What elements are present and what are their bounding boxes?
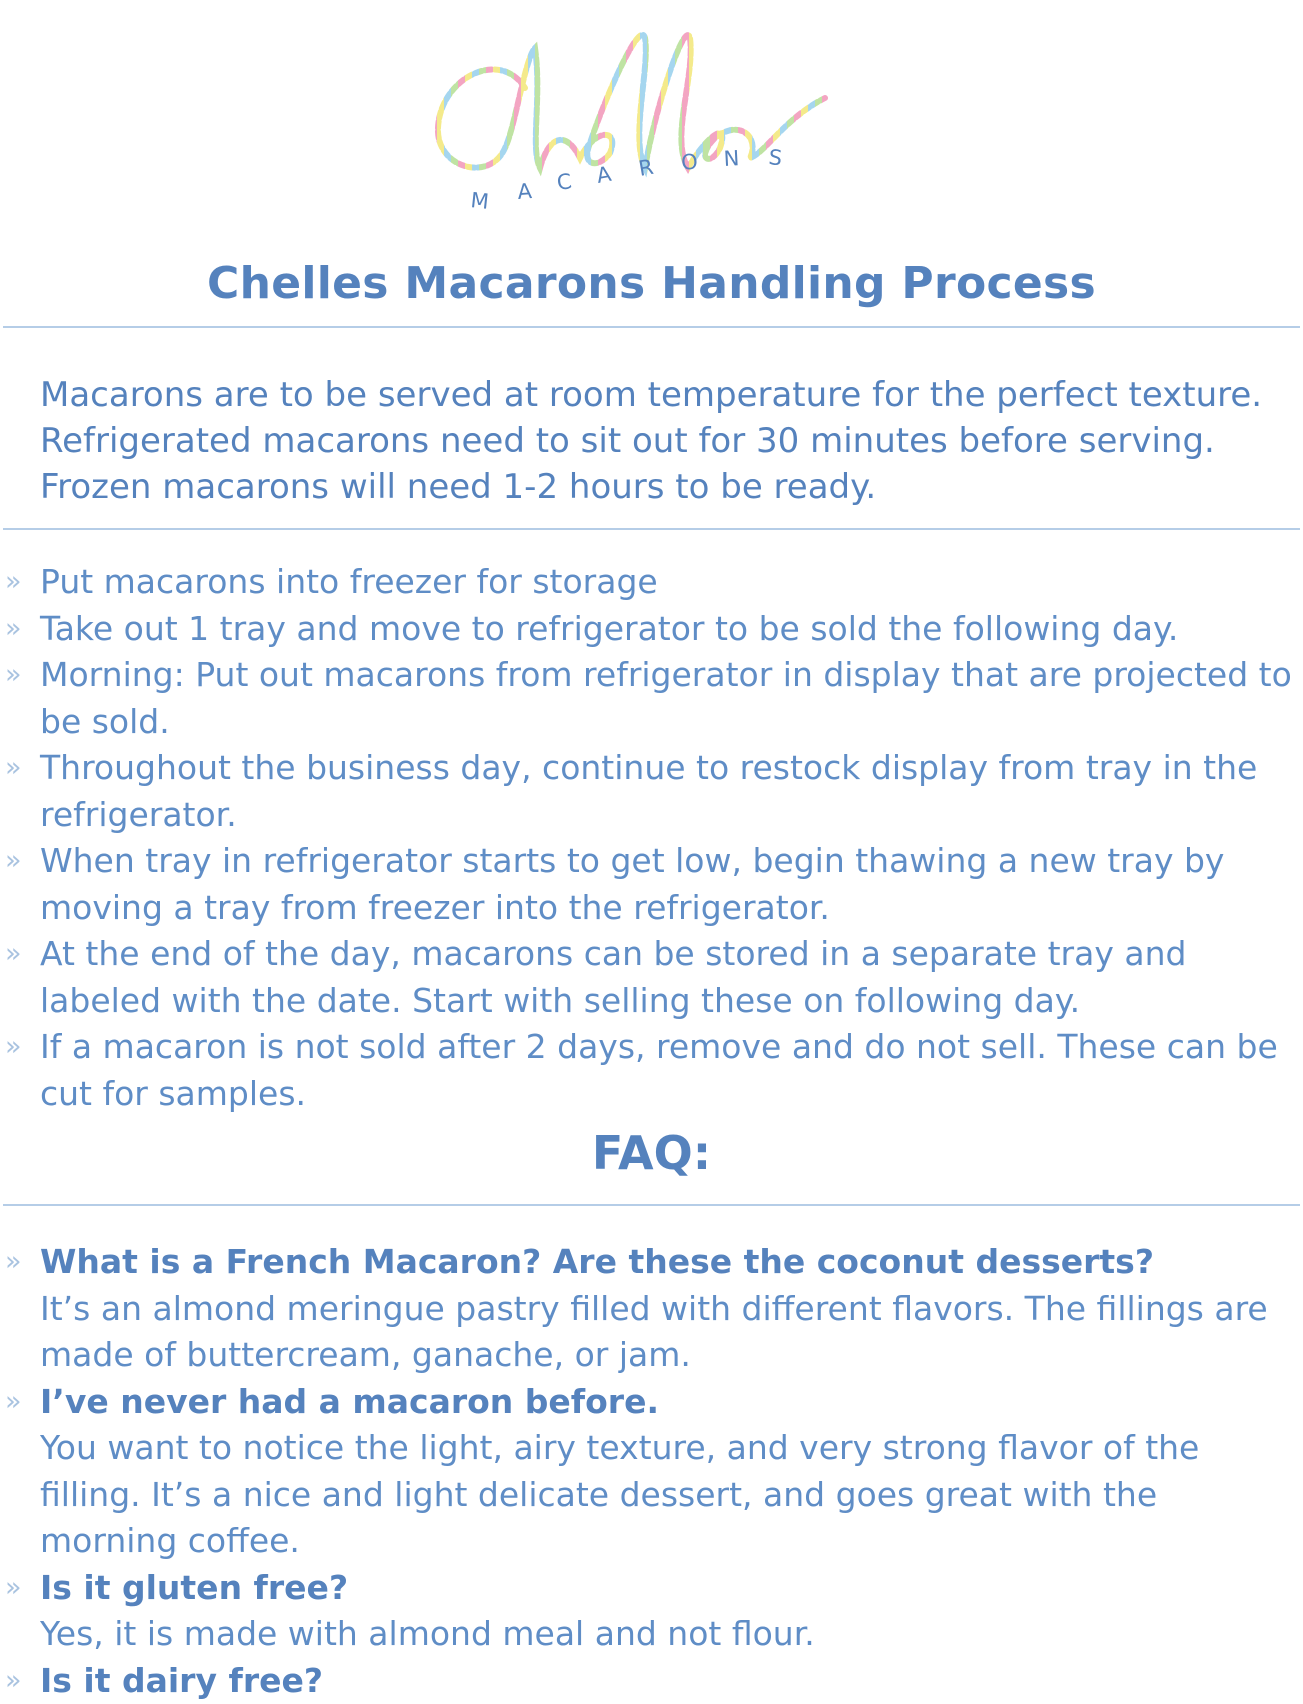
svg-text:A: A <box>517 179 534 204</box>
svg-text:R: R <box>637 155 656 181</box>
step-text: Morning: Put out macarons from refrigerator in display that are projected to be sold. <box>40 655 1292 741</box>
intro-line: Macarons are to be served at room temperature for the perfect texture. <box>40 372 1302 418</box>
faq-answer: Yes, it is made with almond meal and not flour. <box>40 1611 1303 1658</box>
page-title: Chelles Macarons Handling Process <box>0 258 1303 309</box>
step-text: Put macarons into freezer for storage <box>40 562 658 601</box>
faq-item <box>0 1379 1303 1565</box>
faq-item <box>0 1565 1303 1658</box>
list-item <box>0 931 1303 1024</box>
logo-subtitle <box>469 145 783 214</box>
list-item <box>0 745 1303 838</box>
chevron-right-icon: » <box>5 838 22 885</box>
chevron-right-icon: » <box>5 1565 22 1612</box>
step-text: At the end of the day, macarons can be stored in a separate tray and labeled with the date. Start with selling these on following day. <box>40 934 1186 1020</box>
svg-text:C: C <box>555 169 573 195</box>
step-text: When tray in refrigerator starts to get low, begin thawing a new tray by moving a tray from freezer into the refrigerator. <box>40 841 1224 927</box>
svg-text:M: M <box>469 188 490 214</box>
chevron-right-icon: » <box>5 931 22 978</box>
step-text: If a macaron is not sold after 2 days, remove and do not sell. These can be cut for samples. <box>40 1027 1278 1113</box>
chevron-right-icon: » <box>5 606 22 653</box>
intro-paragraph <box>40 372 1302 510</box>
faq-heading: FAQ: <box>0 1126 1303 1180</box>
chelles-logo <box>430 18 870 223</box>
svg-text:S: S <box>767 145 783 170</box>
chevron-right-icon: » <box>5 1024 22 1071</box>
list-item <box>0 606 1303 653</box>
chevron-right-icon: » <box>5 559 22 606</box>
list-item <box>0 652 1303 745</box>
faq-list <box>0 1239 1303 1704</box>
svg-text:A: A <box>595 162 614 188</box>
chevron-right-icon: » <box>5 1379 22 1426</box>
divider <box>3 326 1300 328</box>
intro-line: Refrigerated macarons need to sit out for 30 minutes before serving. <box>40 418 1302 464</box>
intro-line: Frozen macarons will need 1-2 hours to be ready. <box>40 464 1302 510</box>
svg-text:O: O <box>680 149 699 175</box>
list-item <box>0 1024 1303 1117</box>
svg-text:N: N <box>723 146 740 171</box>
list-item <box>0 559 1303 606</box>
faq-question: I’ve never had a macaron before. <box>40 1379 1303 1426</box>
step-text: Take out 1 tray and move to refrigerator to be sold the following day. <box>40 609 1178 648</box>
chevron-right-icon: » <box>5 1239 22 1286</box>
chevron-right-icon: » <box>5 1658 22 1704</box>
chevron-right-icon: » <box>5 652 22 699</box>
faq-question: Is it dairy free? <box>40 1658 1303 1704</box>
step-text: Throughout the business day, continue to restock display from tray in the refrigerator. <box>40 748 1257 834</box>
divider <box>3 528 1300 530</box>
faq-answer: You want to notice the light, airy texture, and very strong flavor of the filling. It’s a nice and light delicate dessert, and goes great with the morning coffee. <box>40 1425 1303 1565</box>
faq-question: What is a French Macaron? Are these the coconut desserts? <box>40 1239 1303 1286</box>
chevron-right-icon: » <box>5 745 22 792</box>
list-item <box>0 838 1303 931</box>
handling-steps <box>0 559 1303 1117</box>
logo-script-outline <box>438 35 825 168</box>
faq-answer: It’s an almond meringue pastry filled with different flavors. The fillings are made of buttercream, ganache, or jam. <box>40 1286 1303 1379</box>
divider <box>3 1204 1300 1206</box>
faq-item <box>0 1239 1303 1379</box>
faq-question: Is it gluten free? <box>40 1565 1303 1612</box>
faq-item <box>0 1658 1303 1704</box>
